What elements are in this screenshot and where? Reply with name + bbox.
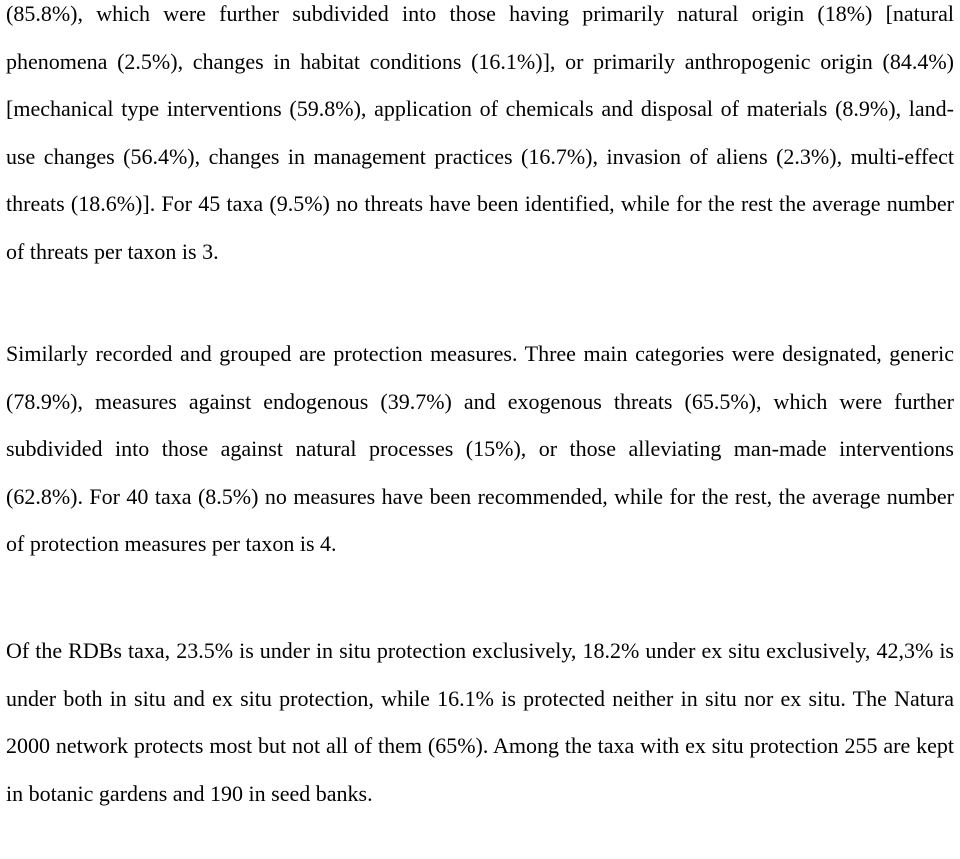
- paragraph-threats: (85.8%), which were further subdivided into those having primarily natural origin (18%) [natural phenomena (2.5%), changes in habitat conditions (16.1%)], or primarily anthropogenic origin (84.4%) [mechanical type interventions (59.8%), application of chemicals and disposal of materials (8.9%), land-use changes (56.4%), changes in management practices (16.7%), invasion of aliens (2.3%), multi-effect threats (18.6%)]. For 45 taxa (9.5%) no threats have been identified, while for the rest the average number of threats per taxon is 3.: [6, 1, 954, 264]
- paragraph-protection-measures: Similarly recorded and grouped are protection measures. Three main categories were designated, generic (78.9%), measures against endogenous (39.7%) and exogenous threats (65.5%), which were further subdivided into those against natural processes (15%), or those alleviating man-made interventions (62.8%). For 40 taxa (8.5%) no measures have been recommended, while for the rest, the average number of protection measures per taxon is 4.: [6, 341, 954, 556]
- paragraph-in-situ-ex-situ: Of the RDBs taxa, 23.5% is under in situ protection exclusively, 18.2% under ex situ exclusively, 42,3% is under both in situ and ex situ protection, while 16.1% is protected neither in situ nor ex situ. The Natura 2000 network protects most but not all of them (65%). Among the taxa with ex situ protection 255 are kept in botanic gardens and 190 in seed banks.: [6, 638, 954, 806]
